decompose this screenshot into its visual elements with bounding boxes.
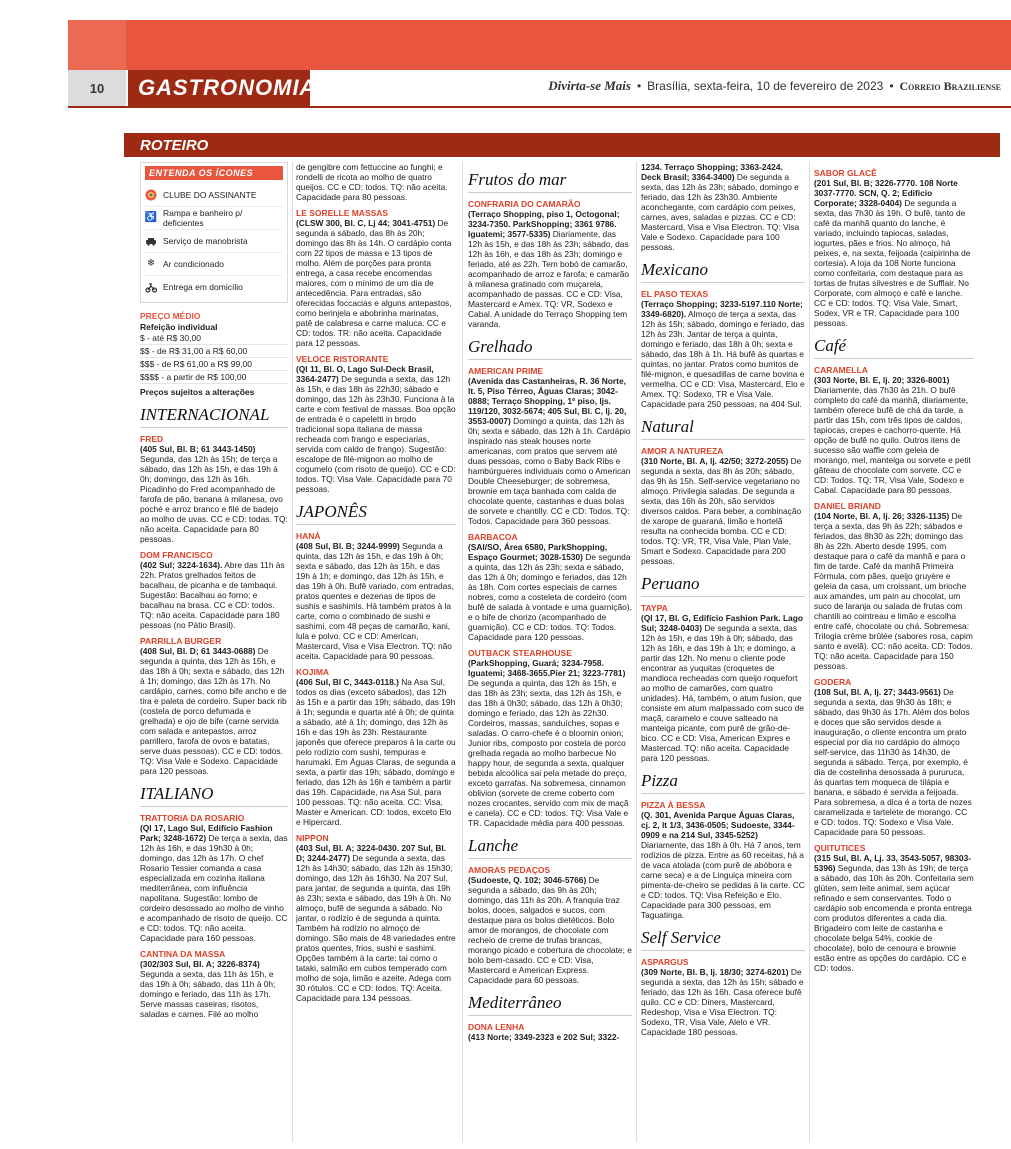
restaurant-address: (QI 17, Bl. G, Edifício Fashion Park. Lago Sul; 3248-0403) — [641, 613, 803, 633]
restaurant-address: (302/303 Sul, Bl. A; 3226-8374) — [140, 959, 260, 969]
restaurant-body — [468, 1032, 632, 1042]
restaurant-body — [296, 162, 456, 202]
restaurant-description: Segunda, das 13h às 19h; de terça a sábado, das 10h às 20h. Confeitaria sem glúten, sem leite animal, sem açúcar refinado e sem conservantes. Todo o cardápio sob encomenda e pronta entrega com produtos diferentes a cada dia. Brigadeiro com leite de castanha e chocolate belga 54%, cookie de chocolate), bolo de cenoura e brownie estão entre as opções do cardápio. CC e CD: todos. — [814, 863, 974, 973]
restaurant-description: de gengibre com fettuccine ao funghi; e rondelli de ricota ao molho de quatro queijos. CC e CD: todos. TQ: não aceita. Capacidade para 80 pessoas. — [296, 162, 448, 202]
restaurant-name: AMORAS PEDAÇOS — [468, 865, 551, 875]
restaurant-description: De segunda a sexta, das 7h30 às 19h. O bufê, tanto de café da manhã quanto do lanche, é variado, incluindo tapiocas, saladas, iogurtes, pães e frios. No almoço, há peixes, e, na sexta, feijoada (caipirinha de cortesia). A loja da 108 Norte funciona como confeitaria, com destaque para as tortas de frutas silvestres e de Sufflair. No Corporate, com almoço e café e lanche. CC e CD: todos. TQ: Visa Vale, Smart, Sodex, VR e TR. Capacidade para 100 pessoas. — [814, 198, 971, 328]
price-line: $$$ - de R$ 61,00 a R$ 99,00 — [140, 358, 288, 371]
restaurant-entry — [296, 354, 456, 494]
restaurant-description: Segunda a sexta, das 11h às 15h, e das 19h à 0h; sábado, das 11h à 0h; domingo e feriado, das 11h às 17h. Serve massas caseiras, risotos, saladas e carnes. Filé ao molho — [140, 969, 276, 1019]
restaurant-name: BARBACOA — [468, 532, 518, 542]
restaurant-body — [296, 677, 456, 827]
restaurant-name: CONFRARIA DO CAMARÃO — [468, 199, 581, 209]
restaurant-entry — [140, 550, 288, 630]
restaurant-description: De segunda a sexta, das 12h às 23h; sábado, domingo e feriado, das 12h às 23h30. Ambiente aconchegante, com cardápio com peixes, carnes, aves, saladas e pizzas. CC e CD: Mastercard, Visa e Visa Electron. TQ: Visa Vale e Sodexo. Capacidade para 100 pessoas. — [641, 172, 800, 252]
restaurant-name: DONA LENHA — [468, 1022, 525, 1032]
restaurant-name: SABOR GLACÊ — [814, 168, 877, 178]
price-line: $$$$ - a partir de R$ 100,00 — [140, 371, 288, 384]
restaurant-body — [140, 823, 288, 943]
restaurant-name: LE SORELLE MASSAS — [296, 208, 389, 218]
legend-label: Rampa e banheiro p/ deficientes — [163, 208, 243, 228]
restaurant-body — [814, 853, 974, 973]
delivery-icon — [145, 281, 157, 293]
restaurant-address: (108 Sul, Bl. A, lj. 27; 3443-9561) — [814, 687, 941, 697]
wheelchair-icon: ♿ — [144, 212, 158, 223]
restaurant-body — [296, 218, 456, 348]
category-heading: ITALIANO — [140, 784, 288, 807]
restaurant-body — [641, 967, 805, 1037]
restaurant-description: De segunda a sexta, das 12h às 14h30; sábado, das 12h às 15h30; domingo, das 12h às 16h30. Na 207 Sul, para jantar, de segunda a quinta, das 19h às 23h; sexta e sábado, das 19h à 0h. No almoço, bufê de segunda a sábado. No jantar, o rodízio é de segunda a quinta. Também há rodízio no almoço de domingo. São mais de 48 variedades entre pratos quentes, frios, sushi e sashimi. Opções também à la carte: tai como o tataki, salmão em cubos temperado com molho de soja, limão e azeite. Adega com 30 rótulos. CC e CD: todos. TQ: Aceita. Capacidade para 134 pessoas. — [296, 853, 456, 1003]
restaurant-body — [468, 875, 632, 985]
restaurant-description: Diariamente, das 7h30 às 21h. O bufê completo do café da manhã, diariamente, também oferece bufê de chá da tarde, a partir das 15h, com três tipos de caldos, tapiocas, crepes e cachorro-quente. Há opção de bufê no quilo. Outros itens de sucesso são waffle com geleia de morango, mel, manteiga ou sorvete e petit gâteau de chocolate com sorvete. CC e CD: Todos. TQ: TR, Visa Vale, Sodexo e Cabal. Capacidade para 80 pessoas. — [814, 385, 971, 495]
restaurant-body — [140, 444, 288, 544]
column-1-entries — [140, 405, 288, 1019]
legend-item-accessibility — [145, 207, 283, 230]
restaurant-description: De segunda a quinta, das 12h às 15h, e das 18h às 23h; sexta, das 12h às 15h, e das 18h à 0h30; sábado, das 12h à 0h30; domingo e feriado, das 12h às 22h30. Cordeiros, massas, sanduíches, sopas e saladas. O carro-chefe é o bloomin onion; Junior ribs, composto por costela de porco grelhada regada ao molho barbecue No happy hour, de segunda a sexta, qualquer bebida alcoólica sai pela metade do preço, exceto garrafas. Na sobremesa, cinnamon oblivion (sorvete de creme coberto com nozes crocantes, servido com mix de maçã e canela). CC e CD: todos. TQ: Visa Vale e TR. Capacidade média para 400 pessoas. — [468, 678, 629, 828]
restaurant-description: Domingo a quinta, das 12h às 0h; sexta e sábado, das 12h à 1h. Cardápio inspirado nas steak houses norte americanas, com pratos que servem até duas pessoas, como o Baby Back Ribs e hambúrgueres individuais como o American Double Cheeseburger; de sobremesa, brownie em taça banhada com calda de chocolate quente, castanhas e duas bolas de sorvete e chantilly. CC e CD: Todos. TQ: Todos. Capacidade para 360 pessoas. — [468, 416, 631, 526]
restaurant-entry — [468, 1022, 632, 1042]
price-title: PREÇO MÉDIO — [140, 311, 201, 321]
restaurant-body — [468, 542, 632, 642]
price-line: $$ - de R$ 31,00 a R$ 60,00 — [140, 345, 288, 358]
restaurant-description: Almoço de terça a sexta, das 12h às 15h; sábado, domingo e feriado, das 12h às 23h. Jantar de terça a quinta, domingo e feriado, das 18h à 0h; sexta e sábado, das 18h à 1h. Há bufê às quartas e quintas, no jantar. Pratos como burritos de filé-mignon, e quesadillas de carne bovina e vermelha. CC e CD: Visa, Mastercard, Elo e Amex. TQ: Sodexo, TR e Visa Vale. Capacidade para 250 pessoas, na 404 Sul. — [641, 309, 805, 409]
category-heading: Pizza — [641, 771, 805, 794]
restaurant-entry — [296, 531, 456, 661]
restaurant-address: (408 Sul, Bl. B; 3244-9999) — [296, 541, 400, 551]
restaurant-description: De segunda a quinta, das 12h às 15h, e das 18h à 0h; sexta e sábado, das 12h à 1h; domingo, das 12h às 17h. No cardápio, carnes, como bife ancho e de tira e paleta de cordeiro. Super back rib (costela de porco defumada e grelhada) e ojo de bife (carne servida com salada e antepastos, arroz parrillero, farofa de ovos e batatas, serve duas pessoas). CC e CD: todos. TQ: Visa Vale e Sodexo. Capacidade para 120 pessoas. — [140, 646, 287, 776]
section-title: GASTRONOMIA — [128, 70, 310, 106]
column-divider — [292, 162, 293, 1142]
column-2-entries — [296, 162, 456, 1003]
restaurant-address: (Avenida das Castanheiras, R. 36 Norte, lt. 5, Piso Térreo, Águas Claras; 3042-0888; Terraço Shopping, 1º piso, ljs. 119/120, 3032-5674; 405 Sul, Bl. C, lj. 20, 3553-0007) — [468, 376, 627, 426]
legend-label: Serviço de manobrista — [163, 236, 248, 246]
restaurant-address: (CLSW 300, Bl. C, Lj 44; 3041-4751) — [296, 218, 436, 228]
restaurant-name: PARRILLA BURGER — [140, 636, 222, 646]
valet-icon — [145, 235, 157, 247]
column-2 — [296, 162, 456, 1142]
restaurant-name: NIPPON — [296, 833, 329, 843]
restaurant-address: (QI 17, Lago Sul, Edifício Fashion Park; 3248-1672) — [140, 823, 273, 843]
restaurant-entry — [814, 365, 974, 495]
restaurant-description: De segunda a sexta, das 8h às 20h; sábado, das 9h às 15h. Self-service vegetariano no almoço. Privilegia saladas. De segunda a sexta, das 16h às 20h, são servidos diversos caldos. Para beber, a combinação de xarope de guaraná, limão e hortelã resulta na conhecida bomba. CC e CD: todos. TQ: VR, TR, Visa Vale, Plan Vale, Smart e Sodexo. Capacidade para 200 pessoas. — [641, 456, 802, 566]
restaurant-description: De segunda a sexta, das 9h30 às 18h; e sábado, das 9h30 às 17h. Além dos bolos e doces que são servidos desde a inauguração, o cliente encontra um prato especial por dia no cardápio do almoço self-service, das 11h30 às 14h30, de segunda a sábado. Terça, por exemplo, é dia de costelinha desossada à pururuca, às quartas tem moqueca de tilápia e banana, e sábado é servida a feijoada. Para sobremesa, a dica é a torta de nozes caramelizada e tartelete de morango. CC e CD: todos. TQ: Sodexo e Visa Vale. Capacidade para 50 pessoas. — [814, 687, 972, 837]
column-5 — [814, 162, 974, 1142]
restaurant-address: (315 Sul, Bl. A, Lj. 33, 3543-5057, 98303-5396) — [814, 853, 972, 873]
restaurant-entry — [140, 636, 288, 776]
column-3-entries — [468, 170, 632, 1042]
restaurant-description: Na Asa Sul, todos os dias (exceto sábados), das 12h às 15h e a partir das 19h; sábado, das 19h à 1h; segunda e quarta até à 0h; de quinta a sábado, até à 1h; domingo, das 12h às 16h e das 19h às 23h. Restaurante japonês que oferece preparos à la carte ou pelo rodízio com sushi, tempuras e harumaki. Em Águas Claras, de segunda a sexta, a partir das 19h; sábado, domingo e feriado, das 12h às 16h e também a partir das 19h. Capacidade, na Asa Sul, para 100 pessoas. TQ: não aceita. CC: Visa, Master e American. CD: todos, exceto Elo e Hipercard. — [296, 677, 456, 827]
restaurant-name: FRED — [140, 434, 164, 444]
restaurant-entry — [641, 446, 805, 566]
column-4-entries — [641, 162, 805, 1037]
restaurant-description: Diariamente, das 12h às 15h, e das 18h às 23h; sábado, das 12h às 16h, e das 18h às 23h; domingo e feriado, até as 22h. Tem bobó de camarão, acompanhado de arroz e farofa; e camarão à milanesa gratinado com muçarela, acompanhado de passas. CC e CD: Visa, Mastercard e Amex. TQ: VR, Sodexo e Cabal. A unidade do Terraço Shopping tem varanda. — [468, 229, 630, 329]
restaurant-name: DANIEL BRIAND — [814, 501, 881, 511]
restaurant-entry — [814, 677, 974, 837]
club-icon — [145, 189, 157, 201]
restaurant-name: EL PASO TEXAS — [641, 289, 709, 299]
column-4 — [641, 162, 805, 1142]
legend-item-club — [145, 184, 283, 207]
restaurant-address: (SAI/SO, Área 6580, ParkShopping, Espaço Gourmet; 3028-1530) — [468, 542, 608, 562]
restaurant-body — [814, 178, 974, 328]
restaurant-entry — [641, 957, 805, 1037]
restaurant-description: De segunda a sexta, das 12h às 15h, e das 19h à 0h; sábado, das 12h às 16h, e das 19h à 1h; e domingo, a partir das 12h. No menu o cliente pode encontrar as yuquitas (croquetes de mandioca recheadas com queijo roquefort ao molho de camarões, com quatro unidades). Há, também, o atum fusion, que consiste em atum malpassado com suco de maçã, caramelo e couve salteado na manteiga picante, com purê de grão-de-bico. CC e CD: Visa, American Expres e Mastercad. TQ: não aceita. Capacidade para 120 pessoas. — [641, 623, 804, 763]
category-heading: Natural — [641, 417, 805, 440]
restaurant-body — [468, 658, 632, 828]
restaurant-description: De segunda a sexta, das 12h às 15h; sábado e feriado, das 12h às 16h. Casa oferece bufê quilo. CC e CD: Diners, Mastercard, Redeshop, Visa e Visa Electron. TQ: Sodexo, TR, Visa Vale, Alelo e VR. Capacidade 180 pessoas. — [641, 967, 804, 1037]
restaurant-name: TAYPA — [641, 603, 668, 613]
snowflake-icon: ❄ — [146, 258, 156, 269]
category-heading: Self Service — [641, 928, 805, 951]
restaurant-entry — [296, 833, 456, 1003]
restaurant-name: AMOR A NATUREZA — [641, 446, 724, 456]
column-divider — [809, 162, 810, 1142]
restaurant-name: GODERA — [814, 677, 852, 687]
category-heading: Peruano — [641, 574, 805, 597]
column-divider — [636, 162, 637, 1142]
restaurant-name: CARAMELLA — [814, 365, 868, 375]
restaurant-description: De segunda a sábado, das 8h às 20h; domingo das 8h às 14h. O cardápio conta com 22 tipos de massa e 13 tipos de molho. Além de porções para pronta entrega, a casa recebe encomendas maiores, com o mínimo de um dia de antecedência. Para entradas, são oferecidas foccacias e alguns antepastos, como berinjela e abobrinha marinatas, patê de calabresa e carne maluca. CC e CD: todos. TR: não aceita. Capacidade para 12 pessoas. — [296, 218, 452, 348]
category-heading: Lanche — [468, 836, 632, 859]
restaurant-entry — [641, 800, 805, 920]
restaurant-description: Abre das 11h às 22h. Pratos grelhados feitos de bacalhau, de picanha e de tambaqui. Sugestão: Bacalhau ao forno; e bacalhau na brasa. CC e CD: todos. TQ: não aceita. Capacidade para 180 pessoas (no Pátio Brasil). — [140, 560, 285, 630]
restaurant-address: (402 Sul; 3224-1634). — [140, 560, 223, 570]
restaurant-name: PIZZA À BESSA — [641, 800, 706, 810]
restaurant-entry — [140, 434, 288, 544]
restaurant-entry — [641, 162, 805, 252]
restaurant-name: DOM FRANCISCO — [140, 550, 213, 560]
restaurant-address: (201 Sul, Bl. B; 3226-7770. 108 Norte 3037-7770. SCN, Q. 2; Edifício Corporate; 3328-0404) — [814, 178, 958, 208]
restaurant-name: OUTBACK STEARHOUSE — [468, 648, 572, 658]
restaurant-address: (Terraço Shopping; 3233-5197.110 Norte; 3349-6820). — [641, 299, 803, 319]
restaurant-description: Diariamente, das 18h à 0h. Há 7 anos, tem rodízios de pizza. Entre as 60 receitas, há a de vaca atolada (com purê de abóbora e carne seca) e a de Linguiça mineira com pimenta-de-cheiro se pedidas à la carte. CC e CD: todos. TQ: Visa Refeição e Elo. Capacidade para 300 pessoas, em Taguatinga. — [641, 840, 805, 920]
restaurant-description: Segunda a quinta, das 12h às 15h, e das 19h à 0h; sexta e sábado, das 12h às 15h, e das 19h à 1h; e domingo, das 12h às 15h, e das 19h à 0h. Bufê variado, com entradas, pratos quentes e dezenas de tipos de sushis e sashimis. Há também pratos à la carte, como o combinado de sushi e sashimi, com 48 peças de camarão, kani, lula e polvo. CC e CD: American, Mastercard, Visa e Visa Electron. TQ: não aceita. Capacidade para 90 pessoas. — [296, 541, 454, 661]
restaurant-address: (413 Norte; 3349-2323 e 202 Sul; 3322- — [468, 1032, 620, 1042]
restaurant-body — [296, 843, 456, 1003]
restaurant-address: (310 Norte, Bl. A, lj. 42/50; 3272-2055) — [641, 456, 789, 466]
restaurant-address: (Terraço Shopping, piso 1, Octogonal; 3234-7350. ParkShopping; 3361 9786. Iguatemi; 3577-5335) — [468, 209, 620, 239]
restaurant-body — [140, 959, 288, 1019]
restaurant-body — [641, 456, 805, 566]
restaurant-body — [641, 613, 805, 763]
legend-item-valet — [145, 230, 283, 253]
restaurant-address: (ParkShopping, Guará; 3234-7958. Iguatemi; 3468-3655.Pier 21; 3223-7781) — [468, 658, 626, 678]
restaurant-body — [296, 364, 456, 494]
restaurant-name: AMERICAN PRIME — [468, 366, 544, 376]
restaurant-name: HANÁ — [296, 531, 321, 541]
legend-item-delivery — [145, 276, 283, 298]
restaurant-body — [296, 541, 456, 661]
bullet-1: • — [636, 79, 642, 93]
restaurant-entry — [468, 865, 632, 985]
header-rule — [68, 106, 1011, 108]
restaurant-address: (406 Sul, Bl C, 3443-0118.) — [296, 677, 399, 687]
restaurant-entry — [468, 199, 632, 329]
category-heading: Frutos do mar — [468, 170, 632, 193]
restaurant-entry — [814, 843, 974, 973]
restaurant-address: (309 Norte, Bl. B, lj. 18/30; 3274-6201) — [641, 967, 789, 977]
restaurant-description: Segunda, das 12h às 15h; de terça a sábado, das 12h às 15h, e das 19h à 0h; domingo, das 12h às 16h. Picadinho do Fred acompanhado de farofa de pão, banana à milanesa, ovo poché e arroz branco e filé de badejo ao molho de uvas. CC e CD: todas. TQ: não aceita. Capacidade para 80 pessoas. — [140, 454, 288, 544]
category-heading: JAPONÊS — [296, 502, 456, 525]
category-heading: Mexicano — [641, 260, 805, 283]
restaurant-body — [468, 376, 632, 526]
restaurant-body — [641, 162, 805, 252]
column-3 — [468, 162, 632, 1142]
column-5-entries — [814, 168, 974, 973]
restaurant-entry — [296, 208, 456, 348]
restaurant-name: ASPARGUS — [641, 957, 689, 967]
restaurant-name: VELOCE RISTORANTE — [296, 354, 389, 364]
column-1 — [140, 162, 288, 1142]
top-color-bar — [68, 20, 1011, 70]
restaurant-body — [468, 209, 632, 329]
price-note: Preços sujeitos a alterações — [140, 387, 255, 397]
roteiro-banner: ROTEIRO — [124, 133, 1000, 157]
category-heading: Grelhado — [468, 337, 632, 360]
restaurant-body — [814, 375, 974, 495]
restaurant-address: (408 Sul, Bl. D; 61 3443-0688) — [140, 646, 256, 656]
restaurant-body — [641, 299, 805, 409]
restaurant-entry — [468, 648, 632, 828]
restaurant-address: (QI 11, Bl. O, Lago Sul-Deck Brasil, 3364-2477) — [296, 364, 434, 384]
restaurant-entry — [641, 289, 805, 409]
restaurant-body — [140, 560, 288, 630]
category-heading: Mediterrâneo — [468, 993, 632, 1016]
category-heading: INTERNACIONAL — [140, 405, 288, 428]
restaurant-description: De terça a sexta, das 9h às 22h; sábados e feriados, das 8h30 às 22h; domingo das 8h às 22h. Aberto desde 1995, com destaque para o café da manhã e para o fim de tarde. Café da manhã Primeira Fórmula, com pães, queijo gruyère e geleia da casa, um croissant, um brioche aux amandes, um pain au chocolat, um suco de laranja ou salada de frutas com chantili ao cointreau e limão e escolha entre café, chocolate ou chá. Sobremesa: Trilogia crème brûlée (sabores rosa, capim santo e avelã). CC: não aceita. CD: Todos. TQ: não aceita. Capacidade para 150 pessoas. — [814, 511, 973, 671]
restaurant-address: (104 Norte, Bl. A, lj. 26; 3326-1135) — [814, 511, 950, 521]
icon-legend-title: ENTENDA OS ÍCONES — [145, 166, 283, 180]
header-dateline — [548, 78, 1001, 94]
price-line: $ - até R$ 30,00 — [140, 332, 288, 345]
legend-label: Ar condicionado — [163, 259, 224, 269]
restaurant-entry — [814, 501, 974, 671]
newspaper-logo: Correio Braziliense — [899, 78, 1001, 93]
restaurant-body — [814, 511, 974, 671]
restaurant-address: (Sudoeste, Q. 102; 3046-5766) — [468, 875, 587, 885]
restaurant-body — [641, 810, 805, 920]
price-subtitle: Refeição individual — [140, 322, 218, 332]
restaurant-entry — [468, 366, 632, 526]
category-heading: Café — [814, 336, 974, 359]
restaurant-entry — [140, 813, 288, 943]
bullet-2: • — [889, 79, 894, 93]
restaurant-address: (405 Sul, Bl. B; 61 3443-1450) — [140, 444, 256, 454]
restaurant-name: CANTINA DA MASSA — [140, 949, 226, 959]
restaurant-name: KOJIMA — [296, 667, 330, 677]
column-divider — [462, 162, 463, 1142]
restaurant-entry — [296, 162, 456, 202]
restaurant-entry — [468, 532, 632, 642]
legend-item-ac — [145, 253, 283, 276]
restaurant-entry — [140, 949, 288, 1019]
restaurant-address: (Q. 301, Avenida Parque Águas Claras, cj. 2, lt 1/3, 3436-0505; Sudoeste, 3344-0909 e na 214 Sul, 3345-5252) — [641, 810, 795, 840]
icon-legend — [140, 162, 288, 303]
restaurant-body — [814, 687, 974, 837]
restaurant-entry — [296, 667, 456, 827]
restaurant-entry — [814, 168, 974, 328]
restaurant-name: TRATTORIA DA ROSARIO — [140, 813, 245, 823]
restaurant-address: (303 Norte, Bl. E, lj. 20; 3326-8001) — [814, 375, 950, 385]
restaurant-name: QUITUTICES — [814, 843, 866, 853]
restaurant-body — [140, 646, 288, 776]
dateline-text: Brasília, sexta-feira, 10 de fevereiro de 2023 — [647, 79, 884, 93]
restaurant-address: 1234. Terraço Shopping; 3363-2424. Deck Brasil; 3364-3400) — [641, 162, 783, 182]
publication-name: Divirta-se Mais — [548, 78, 631, 93]
top-color-bar-left — [68, 20, 126, 70]
restaurant-description: De segunda a sábado, das 9h às 20h; domingo, das 11h às 20h. A franquia traz bolos, doces, salgados e sucos, com destaque para os bolos dietéticos. Bolo amor de morangos, de chocolate com recheio de creme de trufas brancas, morango picado e cobertura de chocolate; e bolo bem-casado. CC e CD: Visa, Mastercard e American Express. Capacidade para 60 pessoas. — [468, 875, 632, 985]
restaurant-description: De segunda a sexta, das 12h às 15h, e das 18h às 22h30; sábado e domingo, das 12h às 23h30. Funciona à la carte e com festival de massas. Boa opção de entrada é o capeletti in brodo tradicional sopa italiana de massa recheada com frango e especiarias, servida com caldo de frango). Sugestão: escalope de filé-mignon ao molho de cogumelo (com risoto de queijo). CC e CD: todos. TQ: Visa Vale. Capacidade para 70 pessoas. — [296, 374, 456, 494]
page-number: 10 — [68, 70, 126, 106]
restaurant-description: De terça a sexta, das 12h às 16h, e das 19h30 à 0h; domingo, das 12h às 17h. O chef Rosario Tessier comanda a casa especializada em cozinha italiana mediterrânea, com influência napolitana. Sugestão: lombo de cordeiro desossado ao molho de vinho e acompanhado de risoto de queijo. CC e CD: todos. TQ: não aceita. Capacidade para 160 pessoas. — [140, 833, 288, 943]
legend-label: Entrega em domicílio — [163, 282, 243, 292]
restaurant-entry — [641, 603, 805, 763]
legend-label: CLUBE DO ASSINANTE — [163, 190, 257, 200]
restaurant-address: (403 Sul, Bl. A; 3224-0430. 207 Sul, Bl. D; 3244-2477) — [296, 843, 447, 863]
restaurant-description: De segunda a quinta, das 12h às 23h; sexta e sábado, das 12h à 0h; domingo e feriados, das 12h às 18h. Com cortes especiais de carnes nobres, como a costeleta de cordeiro (com bufê de salada à vontade e uma guarnição), e o bife de chorizo (acompanhado de guarnição). CC e CD: todos. TQ: Todos. Capacidade para 120 pessoas. — [468, 552, 632, 642]
